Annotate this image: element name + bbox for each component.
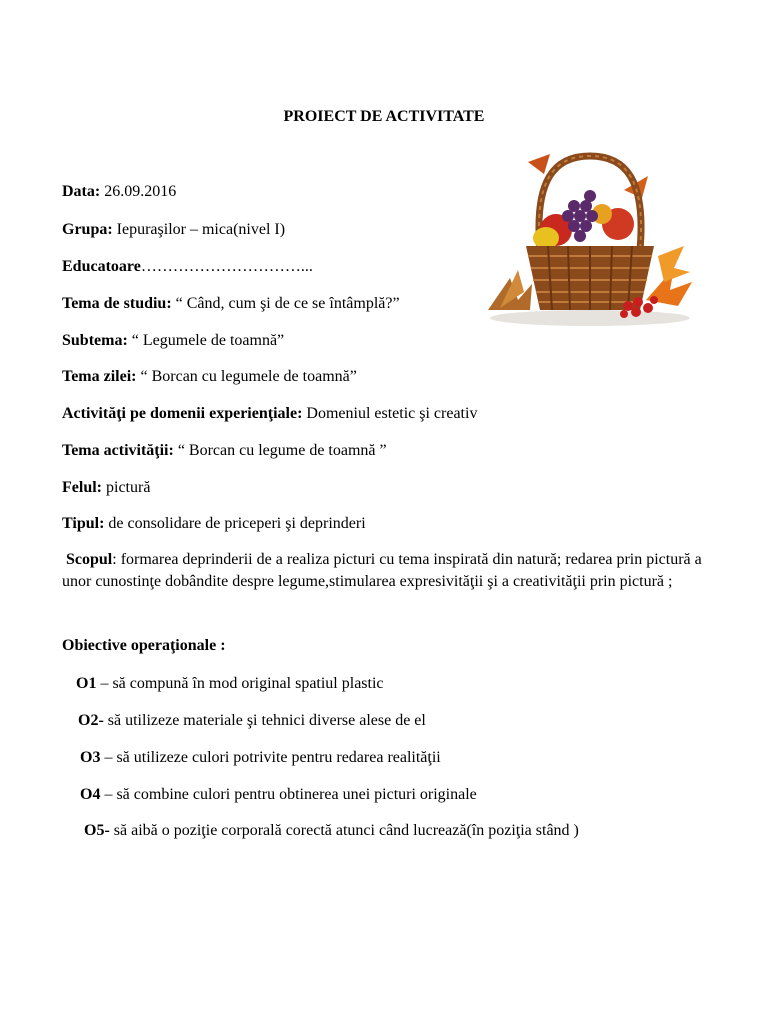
field-value: Domeniul estetic şi creativ — [302, 405, 478, 422]
objective-code: O5- — [84, 822, 110, 839]
scopul-text: : formarea deprinderii de a realiza picturi cu tema inspirată din natură; redarea prin pictură a unor cunostinţe dobândite despre legume,stimularea expresivităţii şi a creativităţii prin pictură ; — [62, 551, 702, 590]
field-value: pictură — [102, 479, 151, 496]
field-value: “ Când, cum şi de ce se întâmplă?” — [171, 295, 400, 312]
scopul-paragraph — [62, 549, 702, 593]
objective-text: să aibă o poziţie corporală corectă atunci când lucrează(în poziţia stând ) — [109, 822, 579, 839]
field-label: Tema activităţii: — [62, 442, 174, 459]
objective-item — [80, 749, 441, 767]
field-label: Data: — [62, 183, 101, 200]
field-label: Grupa: — [62, 221, 113, 238]
objective-item — [76, 675, 384, 693]
autumn-fruit-basket-icon — [478, 150, 700, 330]
objective-text: – să utilizeze culori potrivite pentru redarea realităţii — [100, 749, 441, 766]
field-value: “ Borcan cu legume de toamnă ” — [173, 442, 387, 459]
field-value: “ Borcan cu legumele de toamnă” — [136, 368, 357, 385]
field-educatoare — [62, 258, 313, 276]
field-label: Tipul: — [62, 515, 105, 532]
field-value: …………………………... — [140, 258, 313, 275]
field-data — [62, 183, 176, 201]
scopul-label: Scopul — [66, 551, 113, 568]
objective-text: – să compună în mod original spatiul plastic — [96, 675, 384, 692]
document-title: PROIECT DE ACTIVITATE — [283, 108, 485, 125]
field-felul — [62, 479, 150, 497]
obiective-heading: Obiective operaţionale : — [62, 637, 226, 654]
field-value: “ Legumele de toamnă” — [127, 332, 285, 349]
objective-item — [80, 786, 477, 804]
field-tema-de-studiu — [62, 295, 400, 313]
field-subtema — [62, 332, 284, 350]
field-value: Iepuraşilor – mica(nivel I) — [112, 221, 286, 238]
field-label: Activităţi pe domenii experienţiale: — [62, 405, 303, 422]
field-label: Felul: — [62, 479, 102, 496]
objective-code: O2- — [78, 712, 104, 729]
field-label: Tema de studiu: — [62, 295, 172, 312]
objective-text: – să combine culori pentru obtinerea unei picturi originale — [100, 786, 477, 803]
field-grupa — [62, 221, 285, 239]
field-value: 26.09.2016 — [100, 183, 177, 200]
objective-code: O3 — [80, 749, 101, 766]
field-tema-zilei — [62, 368, 357, 386]
field-label: Tema zilei: — [62, 368, 137, 385]
field-label: Subtema: — [62, 332, 128, 349]
field-tipul — [62, 515, 366, 533]
field-activitati — [62, 405, 477, 423]
field-value: de consolidare de priceperi şi deprinderi — [104, 515, 366, 532]
objective-code: O4 — [80, 786, 101, 803]
objective-item — [78, 712, 426, 730]
objective-item — [84, 822, 579, 840]
field-tema-activitatii — [62, 442, 387, 460]
objective-code: O1 — [76, 675, 97, 692]
objective-text: să utilizeze materiale şi tehnici diverse alese de el — [103, 712, 426, 729]
field-label: Educatoare — [62, 258, 141, 275]
